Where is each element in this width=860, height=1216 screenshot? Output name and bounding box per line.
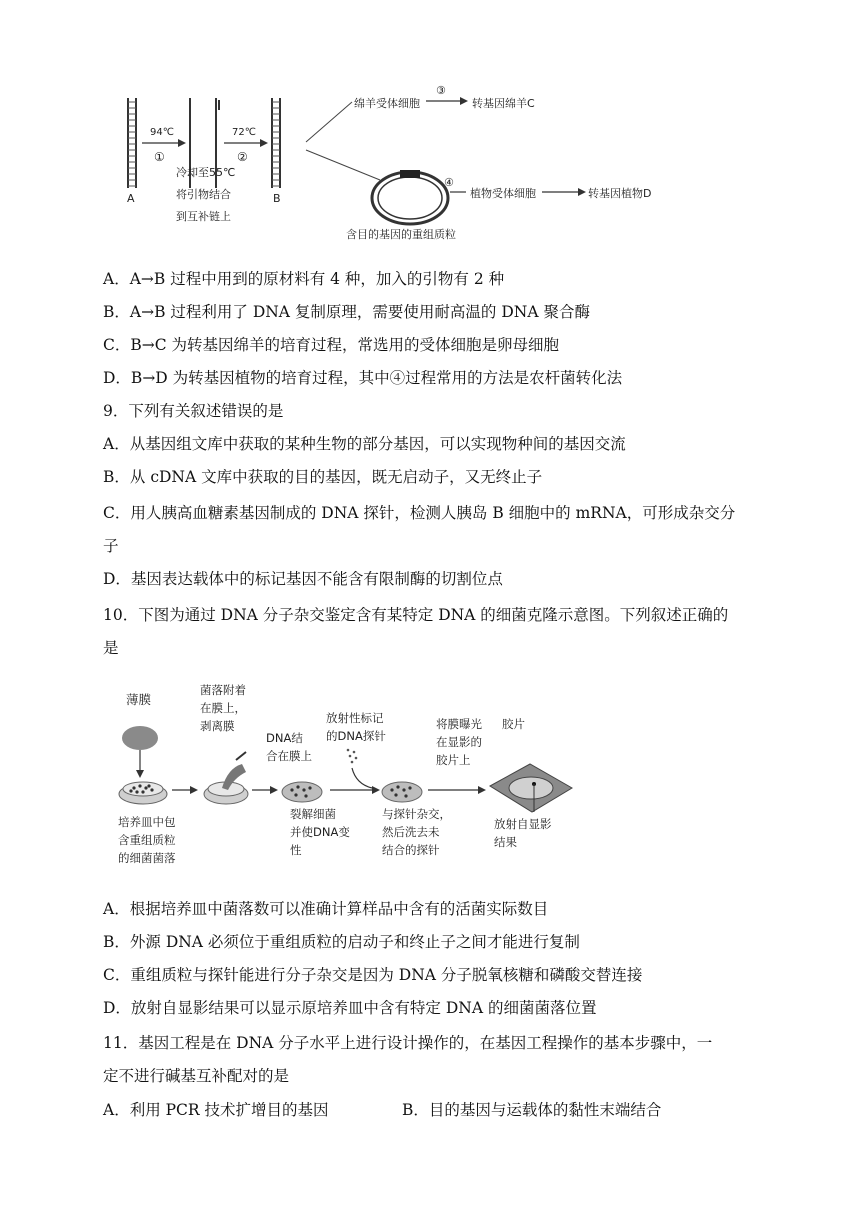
q11-option-b: B．目的基因与运载体的黏性末端结合 [402, 1101, 662, 1119]
expose-label-1: 将膜曝光 [436, 717, 482, 731]
q9-option-c: C．用人胰高血糖素基因制成的 DNA 探针，检测人胰岛 B 细胞中的 mRNA，可形成杂交分 [103, 504, 736, 522]
dna-bind-label-2: 合在膜上 [266, 749, 312, 763]
q8-option-d: D．B→D 为转基因植物的培育过程，其中④过程常用的方法是农杆菌转化法 [103, 369, 623, 387]
q8-option-c: C．B→C 为转基因绵羊的培育过程，常选用的受体细胞是卵母细胞 [103, 336, 560, 354]
q10-option-a: A．根据培养皿中菌落数可以准确计算样品中含有的活菌实际数目 [103, 900, 549, 918]
result-label-1: 放射自显影 [494, 817, 552, 831]
q9-stem: 9．下列有关叙述错误的是 [103, 402, 284, 420]
q10-stem-1: 10．下图为通过 DNA 分子杂交鉴定含有某特定 DNA 的细菌克隆示意图。下列叙述正确的 [103, 606, 729, 624]
hybridization-diagram [110, 676, 600, 876]
dna-strand-a [128, 98, 136, 188]
peel-label-1: 菌落附着 [200, 683, 246, 697]
sheep-receptor-cell: 绵羊受体细胞 [354, 97, 420, 110]
pcr-diagram [120, 80, 680, 255]
expose-label-2: 在显影的 [436, 735, 482, 749]
film [490, 764, 572, 812]
probe-label-1: 放射性标记 [326, 711, 384, 725]
temp-72: 72℃ [232, 127, 256, 138]
plant-receptor-cell: 植物受体细胞 [470, 187, 536, 200]
dna-strand-b [272, 98, 280, 188]
film-label: 胶片 [502, 717, 525, 731]
dish-label-1: 培养皿中包 [118, 815, 176, 829]
transgenic-sheep-c: 转基因绵羊C [472, 97, 535, 110]
q11-option-a: A．利用 PCR 技术扩增目的基因 [103, 1101, 329, 1119]
q8-option-a: A．A→B 过程中用到的原材料有 4 种，加入的引物有 2 种 [103, 270, 505, 288]
recombinant-plasmid [372, 170, 448, 224]
q11-stem-2: 定不进行碱基互补配对的是 [103, 1067, 290, 1085]
q9-option-b: B．从 cDNA 文库中获取的目的基因，既无启动子，又无终止子 [103, 468, 543, 486]
q9-option-d: D．基因表达载体中的标记基因不能含有限制酶的切割位点 [103, 570, 503, 588]
peel-label-2: 在膜上， [200, 701, 246, 715]
step-4: ④ [444, 176, 454, 189]
label-b: B [273, 192, 281, 205]
dish-label-3: 的细菌菌落 [118, 851, 176, 865]
annotation-line-3: 到互补链上 [176, 210, 231, 223]
q8-option-b: B．A→B 过程利用了 DNA 复制原理，需要使用耐高温的 DNA 聚合酶 [103, 303, 590, 321]
hybridize-label-1: 与探针杂交， [382, 807, 451, 821]
lyse-label-1: 裂解细菌 [290, 807, 336, 821]
lyse-label-3: 性 [290, 843, 302, 857]
probe-drops [347, 749, 358, 764]
transgenic-plant-d: 转基因植物D [588, 187, 652, 200]
peel-label-3: 剥离膜 [200, 719, 235, 733]
expose-label-3: 胶片上 [436, 753, 471, 767]
temp-94: 94℃ [150, 127, 174, 138]
dna-bind-label-1: DNA结 [266, 731, 303, 745]
q10-stem-2: 是 [103, 639, 119, 657]
membrane-with-dna [282, 782, 322, 802]
membrane-disc [122, 726, 158, 750]
step-2: ② [237, 150, 248, 164]
culture-dish [119, 782, 167, 804]
hybridize-label-2: 然后洗去未 [382, 825, 440, 839]
annotation-line-2: 将引物结合 [176, 188, 231, 201]
peeling-dish [204, 752, 248, 804]
step-3: ③ [436, 84, 446, 97]
step-1: ① [154, 150, 165, 164]
q11-stem-1: 11．基因工程是在 DNA 分子水平上进行设计操作的，在基因工程操作的基本步骤中，一 [103, 1034, 713, 1052]
plasmid-label: 含目的基因的重组质粒 [346, 228, 456, 241]
q10-option-d: D．放射自显影结果可以显示原培养皿中含有特定 DNA 的细菌菌落位置 [103, 999, 597, 1017]
hybridized-membrane [382, 782, 422, 802]
q9-option-a: A．从基因组文库中获取的某种生物的部分基因，可以实现物种间的基因交流 [103, 435, 626, 453]
result-label-2: 结果 [494, 835, 517, 849]
membrane-label: 薄膜 [126, 692, 152, 707]
q10-option-c: C．重组质粒与探针能进行分子杂交是因为 DNA 分子脱氧核糖和磷酸交替连接 [103, 966, 643, 984]
label-a: A [127, 192, 135, 205]
probe-label-2: 的DNA探针 [326, 729, 386, 743]
hybridize-label-3: 结合的探针 [382, 843, 440, 857]
lyse-label-2: 并使DNA变 [290, 825, 350, 839]
annotation-line-1: 冷却至55℃ [176, 166, 236, 179]
dish-label-2: 含重组质粒 [118, 833, 176, 847]
q9-option-c-cont: 子 [103, 537, 119, 555]
q10-option-b: B．外源 DNA 必须位于重组质粒的启动子和终止子之间才能进行复制 [103, 933, 580, 951]
